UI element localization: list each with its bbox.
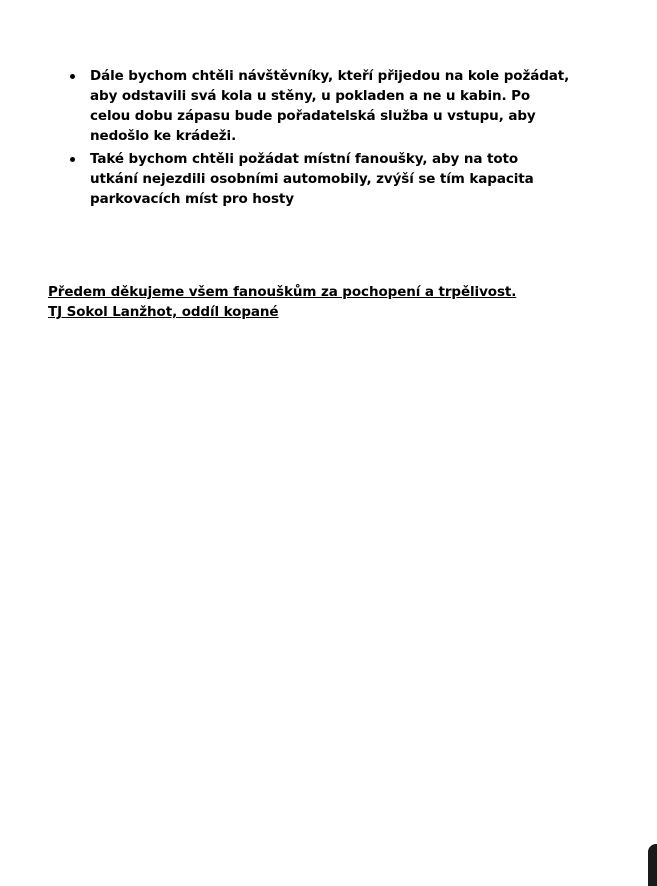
closing-block xyxy=(48,282,608,322)
bullet-dot-icon xyxy=(70,74,75,79)
bullet-dot-icon xyxy=(70,157,75,162)
bullet-item-parking xyxy=(90,149,570,209)
corner-scroll-tab[interactable] xyxy=(648,844,657,886)
bullet-text: Také bychom chtěli požádat místní fanoušky, aby na toto utkání nejezdili osobními automobily, zvýší se tím kapacita parkovacích míst pro hosty xyxy=(90,151,534,207)
thanks-line: Předem děkujeme všem fanouškům za pochopení a trpělivost. xyxy=(48,284,517,300)
signature-line: TJ Sokol Lanžhot, oddíl kopané xyxy=(48,304,279,320)
bullet-list xyxy=(90,66,570,212)
bullet-text: Dále bychom chtěli návštěvníky, kteří přijedou na kole požádat, aby odstavili svá kola u stěny, u pokladen a ne u kabin. Po celou dobu zápasu bude pořadatelská služba u vstupu, aby nedošlo ke krádeži. xyxy=(90,68,570,144)
bullet-item-bicycles xyxy=(90,66,570,146)
